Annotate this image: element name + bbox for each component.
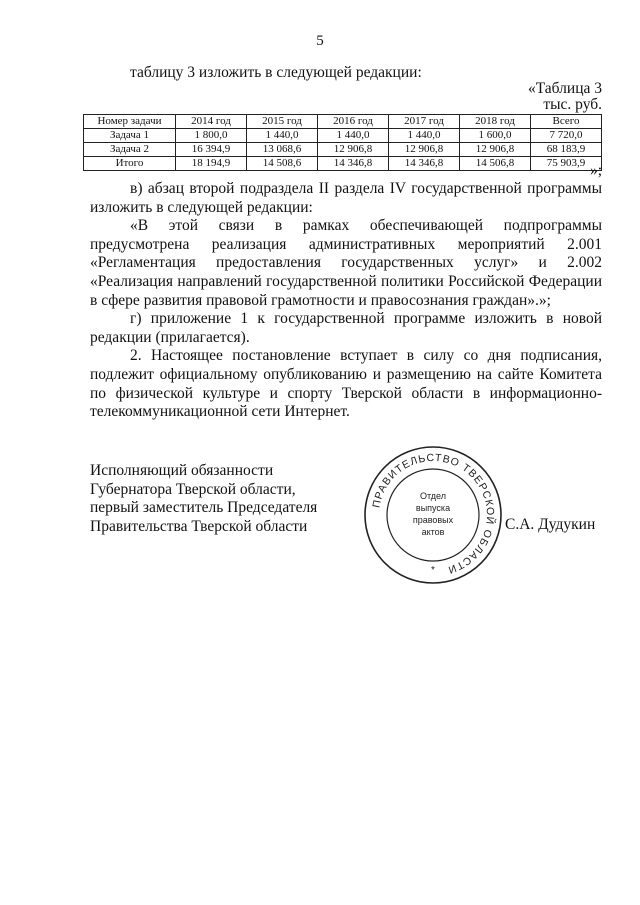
table-cell: 12 906,8 xyxy=(460,143,531,157)
paragraph: 2. Настоящее постановление вступает в силу со дня подписания, подлежит официальному опубликованию и размещению на сайте Комитета по физической культуре и спорту Тверской области в информационно-телекоммуникационной сети Интернет. xyxy=(90,347,602,421)
signatory-name: С.А. Дудукин xyxy=(505,516,596,533)
table-cell: 1 600,0 xyxy=(460,129,531,143)
table-cell: 1 440,0 xyxy=(247,129,318,143)
table-cell: 1 440,0 xyxy=(389,129,460,143)
budget-table xyxy=(83,114,602,171)
stamp-star-icon: * xyxy=(431,565,435,576)
signatory-line: Исполняющий обязанности xyxy=(90,462,274,479)
table-cell: 1 800,0 xyxy=(176,129,247,143)
table-cell: 12 906,8 xyxy=(389,143,460,157)
table-cell: 14 346,8 xyxy=(389,157,460,171)
col-header: 2018 год xyxy=(460,115,531,129)
table-cell: 7 720,0 xyxy=(531,129,602,143)
table-cell: 68 183,9 xyxy=(531,143,602,157)
col-header: Всего xyxy=(531,115,602,129)
stamp-ring-text: ПРАВИТЕЛЬСТВО ТВЕРСКОЙ ОБЛАСТИ xyxy=(370,451,497,576)
stamp-center-line: правовых xyxy=(412,515,454,525)
table-cell: 12 906,8 xyxy=(318,143,389,157)
table-cell: 1 440,0 xyxy=(318,129,389,143)
table-cell: 14 508,6 xyxy=(247,157,318,171)
table-cell: 14 506,8 xyxy=(460,157,531,171)
col-header: Номер задачи xyxy=(84,115,176,129)
paragraph: г) приложение 1 к государственной программе изложить в новой редакции (прилагается). xyxy=(90,310,602,346)
table-units: тыс. руб. xyxy=(543,96,602,113)
document-body xyxy=(90,180,602,422)
table-close-quote: »; xyxy=(589,162,602,179)
table-cell: 18 194,9 xyxy=(176,157,247,171)
col-header: 2016 год xyxy=(318,115,389,129)
table-row xyxy=(84,129,602,143)
signatory-block xyxy=(90,462,317,536)
signatory-line: Губернатора Тверской области, xyxy=(90,480,296,498)
col-header: 2015 год xyxy=(247,115,318,129)
table-cell: Задача 2 xyxy=(84,143,176,157)
table-cell: 16 394,9 xyxy=(176,143,247,157)
intro-text: таблицу 3 изложить в следующей редакции: xyxy=(130,64,422,81)
table-header-row xyxy=(84,115,602,129)
table-row xyxy=(84,143,602,157)
col-header: 2017 год xyxy=(389,115,460,129)
table-caption: «Таблица 3 xyxy=(527,80,602,97)
table-row-total xyxy=(84,157,602,171)
table-cell: 13 068,6 xyxy=(247,143,318,157)
table-cell: 14 346,8 xyxy=(318,157,389,171)
page-number: 5 xyxy=(316,33,324,49)
official-stamp xyxy=(362,444,504,586)
stamp-center-line: Отдел xyxy=(419,491,447,501)
signatory-line: первый заместитель Председателя xyxy=(90,499,318,517)
paragraph: в) абзац второй подраздела II раздела IV государственной программы изложить в следующей редакции: xyxy=(90,180,602,216)
col-header: 2014 год xyxy=(176,115,247,129)
table-cell: 75 903,9 xyxy=(531,157,602,171)
stamp-center-line: выпуска xyxy=(415,503,451,513)
paragraph: «В этой связи в рамках обеспечивающей подпрограммы предусмотрена реализация административных мероприятий 2.001 «Регламентация предоставления государственных услуг» и 2.002 «Реализация направлений государственной политики Российской Федерации в сфере развития правовой грамотности и правосознания граждан».»; xyxy=(90,217,602,309)
table-cell: Задача 1 xyxy=(84,129,176,143)
signatory-line: Правительства Тверской области xyxy=(90,517,308,535)
table-cell: Итого xyxy=(84,157,176,171)
stamp-center-line: актов xyxy=(421,527,445,537)
